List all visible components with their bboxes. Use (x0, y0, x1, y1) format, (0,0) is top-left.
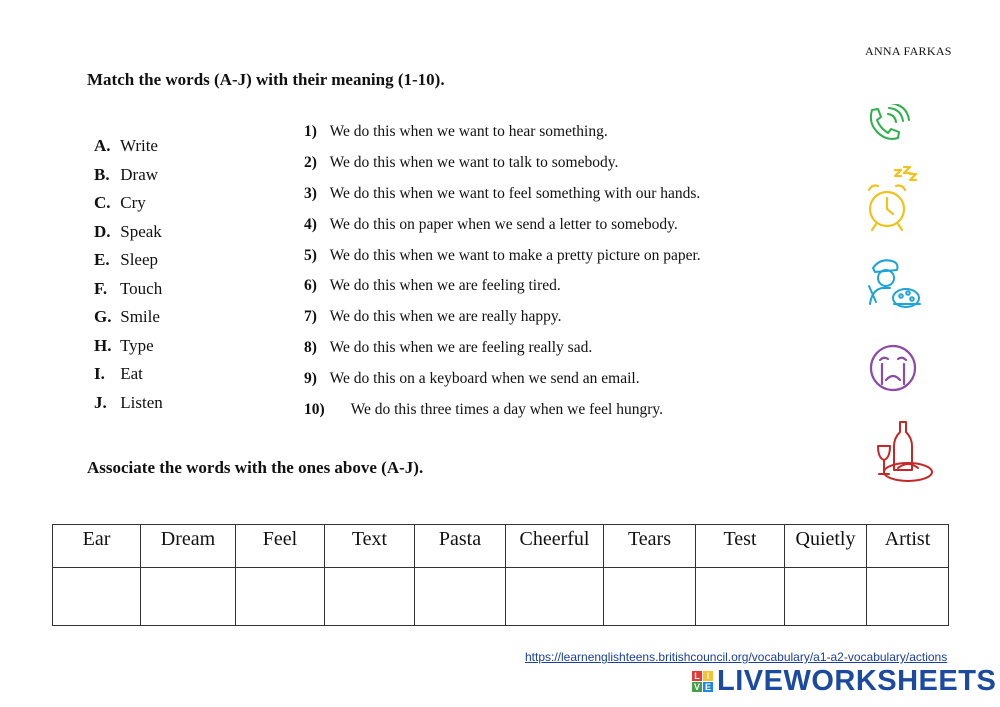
meaning-item (304, 308, 701, 339)
association-word: Test (696, 525, 785, 568)
meaning-number: 7) (304, 308, 317, 326)
association-word: Dream (141, 525, 236, 568)
meaning-number: 6) (304, 277, 317, 295)
word-item (94, 136, 163, 165)
table-header-row (53, 525, 949, 568)
word-letter: E. (94, 250, 110, 269)
word-item (94, 165, 163, 194)
meaning-text: We do this when we want to feel something with our hands. (329, 184, 701, 202)
meaning-number: 9) (304, 370, 317, 388)
word-item (94, 279, 163, 308)
painter-icon (866, 256, 924, 312)
word-text: Type (119, 335, 154, 355)
meaning-number: 4) (304, 215, 317, 233)
meaning-text: We do this on a keyboard when we send an email. (329, 370, 640, 388)
meaning-number: 1) (304, 123, 317, 140)
meaning-text: We do this when we are feeling really sad. (329, 339, 593, 357)
live-badge (692, 671, 713, 692)
association-word: Tears (604, 525, 696, 568)
answer-cell[interactable] (506, 568, 604, 626)
meaning-number: 10) (304, 401, 325, 419)
word-text: Sleep (120, 250, 159, 269)
meaning-text: We do this three times a day when we feel hungry. (350, 401, 663, 419)
answer-cell[interactable] (325, 568, 415, 626)
phone-call-icon (864, 104, 912, 150)
badge-letter: I (703, 671, 713, 681)
word-text: Draw (120, 164, 159, 184)
meaning-text: We do this when we are feeling tired. (329, 277, 561, 295)
meaning-item (304, 339, 701, 370)
association-word: Feel (236, 525, 325, 568)
crying-face-icon (866, 342, 920, 394)
meaning-item (304, 370, 701, 401)
word-letter: J. (94, 392, 107, 412)
word-letter: C. (94, 193, 111, 212)
word-text: Smile (120, 307, 160, 326)
meaning-text: We do this on paper when we send a letter to somebody. (329, 215, 678, 233)
meaning-number: 5) (304, 246, 317, 264)
meaning-text: We do this when we are really happy. (329, 308, 562, 326)
answer-cell[interactable] (53, 568, 141, 626)
word-text: Eat (120, 364, 143, 383)
match-instruction: Match the words (A-J) with their meaning (1-10). (87, 70, 445, 89)
meaning-text: We do this when we want to hear something. (329, 123, 608, 140)
meaning-number: 3) (304, 184, 317, 202)
alarm-clock-icon (862, 166, 920, 234)
word-item (94, 193, 163, 222)
answer-cell[interactable] (696, 568, 785, 626)
word-letter: A. (94, 136, 111, 155)
meaning-item (304, 154, 701, 185)
meaning-item (304, 401, 701, 432)
association-word: Artist (867, 525, 949, 568)
answer-cell[interactable] (415, 568, 506, 626)
word-letter: D. (94, 221, 111, 241)
word-text: Cry (120, 193, 146, 212)
source-link[interactable]: https://learnenglishteens.britishcouncil.org/vocabulary/a1-a2-vocabulary/actions (525, 650, 948, 664)
word-letter: I. (94, 364, 105, 383)
word-letter: F. (94, 278, 108, 298)
meaning-item (304, 185, 701, 216)
word-list (94, 136, 163, 421)
association-word: Ear (53, 525, 141, 568)
wine-dinner-icon (868, 420, 936, 488)
badge-letter: V (693, 681, 700, 692)
word-item (94, 336, 163, 365)
word-text: Speak (120, 221, 162, 241)
answer-cell[interactable] (141, 568, 236, 626)
badge-letter: E (704, 681, 711, 692)
answer-row (53, 568, 949, 626)
answer-cell[interactable] (785, 568, 867, 626)
meaning-item (304, 216, 701, 247)
associate-instruction: Associate the words with the ones above (A-J). (87, 458, 424, 477)
liveworksheets-logo (692, 664, 996, 698)
meaning-text: We do this when we want to talk to somebody. (329, 153, 619, 171)
meaning-list (304, 123, 701, 432)
answer-cell[interactable] (236, 568, 325, 626)
word-letter: G. (94, 307, 112, 326)
meaning-item (304, 123, 701, 154)
word-item (94, 307, 163, 336)
association-table (52, 524, 949, 626)
association-word: Pasta (415, 525, 506, 568)
association-word: Quietly (785, 525, 867, 568)
answer-cell[interactable] (867, 568, 949, 626)
meaning-item (304, 277, 701, 308)
word-item (94, 393, 163, 422)
meaning-number: 8) (304, 339, 317, 357)
author-name: ANNA FARKAS (865, 44, 952, 58)
meaning-number: 2) (304, 153, 317, 171)
badge-letter: L (692, 671, 702, 681)
meaning-text: We do this when we want to make a pretty picture on paper. (329, 246, 701, 264)
word-text: Touch (119, 278, 163, 298)
word-text: Listen (120, 392, 163, 412)
word-item (94, 222, 163, 251)
association-word: Text (325, 525, 415, 568)
word-letter: B. (94, 164, 110, 184)
word-item (94, 364, 163, 393)
association-word: Cheerful (506, 525, 604, 568)
brand-wordmark: LIVEWORKSHEETS (717, 664, 997, 697)
answer-cell[interactable] (604, 568, 696, 626)
meaning-item (304, 247, 701, 278)
word-letter: H. (94, 335, 112, 355)
word-text: Write (119, 136, 158, 155)
word-item (94, 250, 163, 279)
